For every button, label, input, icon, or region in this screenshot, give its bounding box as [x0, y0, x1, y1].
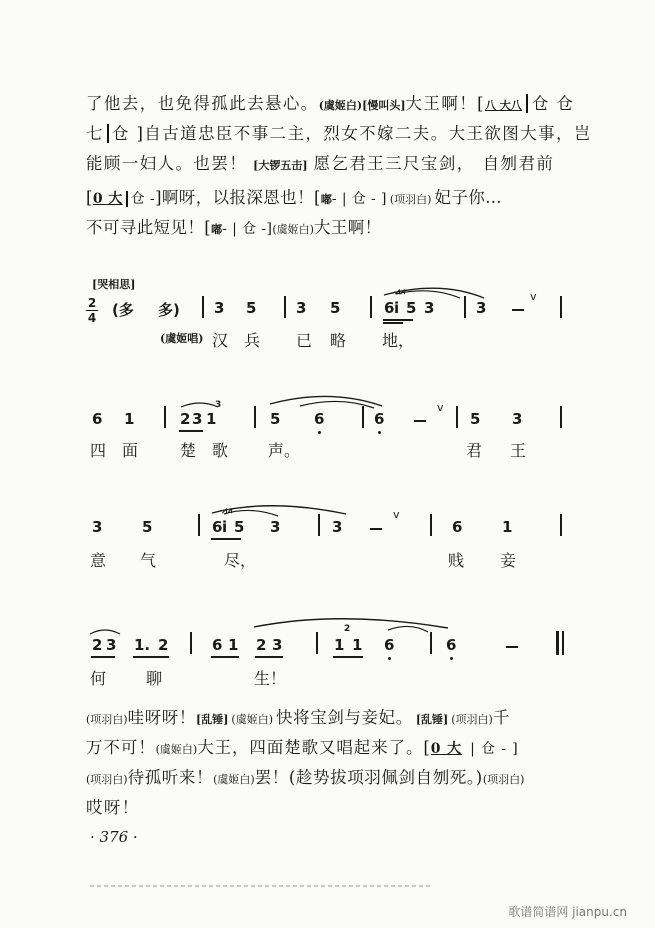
lyric: 声。	[268, 441, 301, 460]
barline	[560, 296, 562, 318]
note: 6	[212, 518, 223, 536]
beam	[179, 430, 203, 432]
prose-line-8: (项羽白)待孤听来！(虞姬白)罢！(趁势拔项羽佩剑自刎死。)(项羽白)	[86, 768, 525, 787]
final-barline	[556, 631, 559, 655]
barline	[430, 514, 432, 536]
barline	[164, 406, 166, 428]
lyric: 汉	[212, 331, 229, 350]
beam	[91, 656, 115, 658]
note: 1	[352, 636, 363, 654]
note: 3	[106, 636, 117, 654]
note: 3	[214, 299, 225, 317]
singer-label: (虞姬唱)	[160, 332, 204, 345]
grace-note: 3	[215, 400, 222, 410]
prose-line-2: 七 仓 ]自古道忠臣不事二主，烈女不嫁二夫。大王欲图大事，岂	[86, 124, 592, 143]
lyric: 歌	[212, 441, 229, 460]
lyric: 生！	[254, 669, 287, 688]
barline	[318, 514, 320, 536]
note: 2	[256, 636, 267, 654]
beam	[211, 656, 239, 658]
note: 3	[424, 299, 435, 317]
note: 6	[374, 410, 385, 428]
prose-line-4: [0 大 仓 -]啊呀，以报深恩也！[嘟- | 仓 - ] (项羽白) 妃子你…	[86, 188, 503, 207]
lyric: 妾	[500, 551, 517, 570]
footer-rule	[90, 880, 650, 890]
beam	[333, 656, 363, 658]
sustain-dash	[370, 528, 382, 530]
lyric: 气	[140, 551, 157, 570]
song-tag: [哭相思]	[92, 278, 136, 291]
note: 2	[92, 636, 103, 654]
lyric: 已	[296, 331, 313, 350]
prose-line-1: 了他去，也免得孤此去悬心。(虞姬白)[慢叫头]大王啊！[八 大八 仓 仓	[86, 94, 575, 113]
lower-dot	[318, 431, 321, 434]
prose-line-5: 不可寻此短见！[嘟- | 仓 -](虞姬白)大王啊！	[86, 218, 382, 237]
note: 2	[158, 636, 169, 654]
lyric: 王	[510, 441, 527, 460]
note: 5	[142, 518, 153, 536]
note: 3	[332, 518, 343, 536]
note: 6	[384, 299, 395, 317]
breath-mark: v	[393, 508, 400, 521]
note: 1	[206, 410, 217, 428]
note: 3	[192, 410, 203, 428]
note: 5	[330, 299, 341, 317]
note: 3	[512, 410, 523, 428]
sustain-dash	[512, 309, 524, 311]
note: 1	[334, 636, 345, 654]
barline	[198, 514, 200, 536]
lower-dot	[388, 657, 391, 660]
time-signature: 2 4	[87, 296, 97, 325]
note: 3	[296, 299, 307, 317]
note: 6	[452, 518, 463, 536]
lower-dot	[378, 431, 381, 434]
note: 5	[270, 410, 281, 428]
breath-mark: v	[437, 401, 444, 414]
barline	[284, 296, 286, 318]
ornament-mark: ⩘⩘	[222, 506, 233, 516]
note: 6	[314, 410, 325, 428]
note: 5	[470, 410, 481, 428]
lyric: 聊	[146, 669, 163, 688]
lower-dot	[450, 657, 453, 660]
watermark: 歌谱简谱网 jianpu.cn	[508, 905, 627, 919]
beam	[383, 322, 403, 324]
barline	[190, 632, 192, 654]
lyric: 兵	[244, 331, 261, 350]
barline	[362, 406, 364, 428]
page-number: · 376 ·	[90, 828, 138, 846]
barline	[560, 514, 562, 536]
prose-line-7: 万不可！(虞姬白)大王，四面楚歌又唱起来了。[0 大 | 仓 - ]	[86, 738, 519, 757]
note: 3	[270, 518, 281, 536]
barline	[464, 296, 466, 318]
sustain-dash	[506, 646, 518, 648]
note: 1	[228, 636, 239, 654]
note: 5	[234, 518, 245, 536]
note: 2	[180, 410, 191, 428]
note: 3	[476, 299, 487, 317]
note: (多	[112, 301, 134, 319]
ornament-mark: ⩘⩘	[395, 287, 406, 297]
lyric: 君	[466, 441, 483, 460]
beam	[255, 656, 283, 658]
barline	[430, 632, 432, 654]
note: 6	[212, 636, 223, 654]
note: 1.	[134, 636, 151, 654]
note: 1	[502, 518, 513, 536]
barline	[456, 406, 458, 428]
note: 5	[406, 299, 417, 317]
barline	[254, 406, 256, 428]
note: 3	[92, 518, 103, 536]
barline	[202, 296, 204, 318]
lyric: 面	[122, 441, 139, 460]
prose-line-6: (项羽白)哇呀呀！[乱锤] (虞姬白) 快将宝剑与妾妃。 [乱锤] (项羽白)千	[86, 708, 510, 727]
lyric: 略	[330, 331, 347, 350]
breath-mark: v	[530, 290, 537, 303]
beam	[383, 319, 413, 321]
lyric: 地，	[382, 331, 415, 350]
note: 6	[384, 636, 395, 654]
note: 5	[246, 299, 257, 317]
note: 3	[272, 636, 283, 654]
barline	[316, 632, 318, 654]
final-barline	[562, 631, 564, 655]
grace-note: 2	[344, 624, 351, 634]
lyric: 贱	[448, 551, 465, 570]
prose-line-9: 哎呀！	[86, 798, 140, 817]
note: i	[394, 299, 400, 317]
lyric: 何	[90, 669, 107, 688]
lyric: 尽，	[224, 551, 257, 570]
barline	[560, 406, 562, 428]
lyric: 楚	[180, 441, 197, 460]
note: 1	[124, 410, 135, 428]
barline	[370, 296, 372, 318]
beam	[133, 656, 169, 658]
lyric: 四	[90, 441, 107, 460]
sustain-dash	[414, 420, 426, 422]
lyric: 意	[90, 551, 107, 570]
note: 多)	[158, 301, 180, 319]
note: i	[222, 518, 228, 536]
note: 6	[446, 636, 457, 654]
beam	[211, 538, 241, 540]
note: 6	[92, 410, 103, 428]
prose-line-3: 能顾一妇人。也罢！ [大锣五击] 愿乞君王三尺宝剑， 自刎君前	[86, 154, 555, 173]
